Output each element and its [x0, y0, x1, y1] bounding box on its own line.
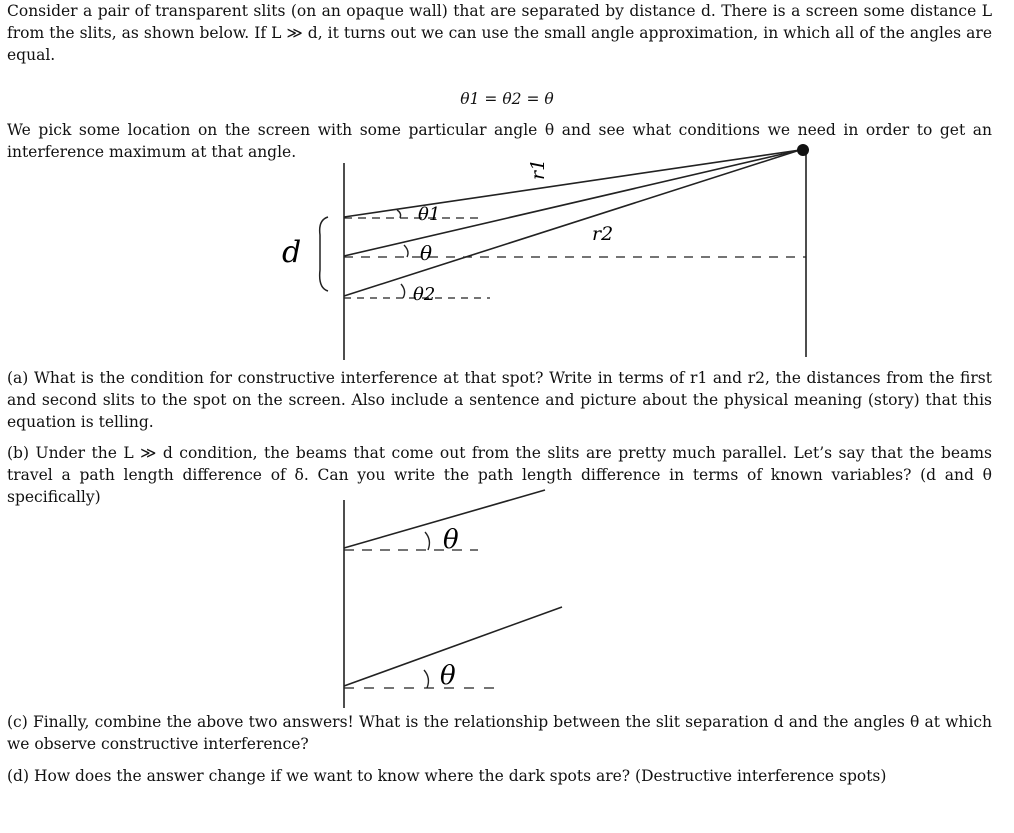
part-c: [7, 711, 992, 755]
label-theta2: θ2: [413, 284, 436, 305]
label-d: d: [282, 235, 302, 270]
intro-paragraph: Consider a pair of transparent slits (on an opaque wall) that are separated by distance d. There is a screen some distance L from the slits, as shown below. If L ≫ d, it turns out we can use the small angle approximation, in which all of the angles are equal.: [7, 2, 992, 64]
part-d: [7, 765, 992, 787]
label-r1: r1: [527, 158, 549, 180]
part-b-text: Under the L ≫ d condition, the beams that come out from the slits are pretty much parallel. Let’s say that the beams travel a path length difference of δ. Can you write the path length difference in terms of known variables? (d and θ specifically): [7, 444, 992, 506]
part-d-text: How does the answer change if we want to know where the dark spots are? (Destructive interference spots): [33, 767, 887, 785]
part-c-label: (c): [7, 713, 28, 731]
part-a-text: What is the condition for constructive interference at that spot? Write in terms of r1 and r2, the distances from the first and second slits to the spot on the screen. Also include a sentence and picture about the physical meaning (story) that this equation is telling.: [7, 369, 992, 431]
label-theta-bottom: θ: [440, 661, 456, 691]
part-b-label: (b): [7, 444, 30, 462]
part-a-label: (a): [7, 369, 29, 387]
part-c-text: Finally, combine the above two answers! What is the relationship between the slit separation d and the angles θ at which we observe constructive interference?: [7, 713, 992, 753]
part-d-label: (d): [7, 767, 30, 785]
small-angle-equation: θ1 = θ2 = θ: [460, 90, 554, 108]
intro-paragraph-2: We pick some location on the screen with some particular angle θ and see what conditions we need in order to get an interference maximum at that angle.: [7, 121, 992, 161]
label-theta1: θ1: [418, 204, 441, 225]
label-theta: θ: [420, 241, 433, 265]
label-theta-top: θ: [443, 525, 459, 555]
label-r2: r2: [592, 223, 614, 245]
